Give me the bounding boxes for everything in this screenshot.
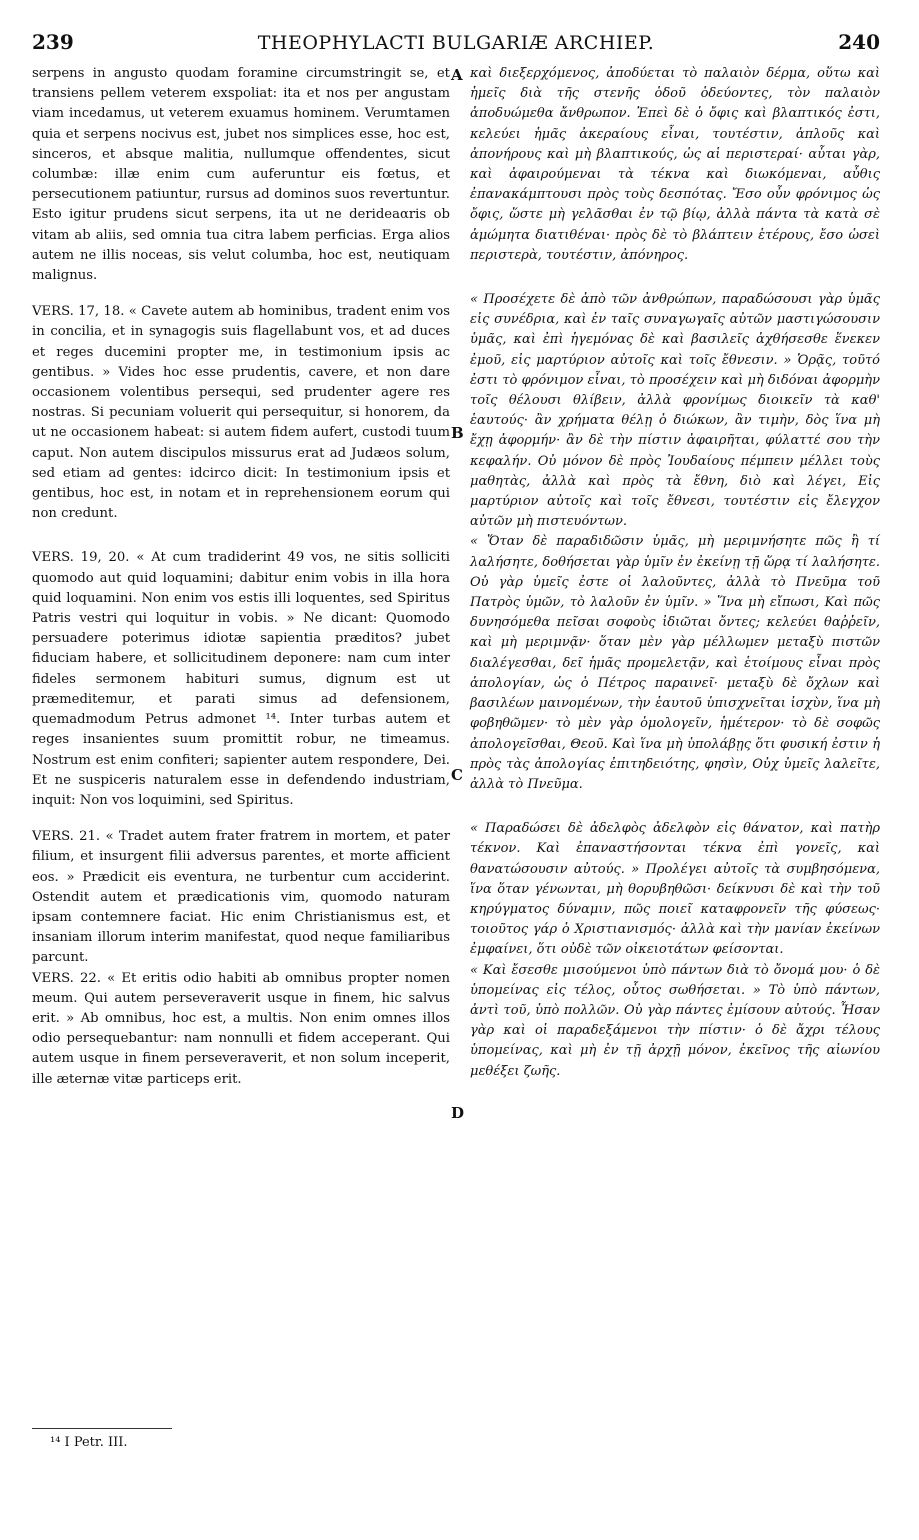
margin-letter-b: B [451,424,464,442]
latin-paragraph-1: serpens in angusto quodam foramine circumstringit se, et transiens pellem veterem exspoliat: ita et nos per angustam viam incedamus, ut veterem exuamus hominem. Verumtamen quia et serpens nocivus est, jubet nos simplices esse, hoc est, sinceros, et absque malitia, nullumque offendentes, sicut columbæ: illæ enim cum auferuntur eis fœtus, et persecutionem patiuntur, rursus ad dominos suos revertuntur. Esto igitur prudens sicut serpens, ita ut ne derideaαris ob vitam ab aliis, sed omnia tua citra labem perficias. Erga alios autem ne illis noceas, sis velut columba, hoc est, neutiquam malignus. [32,66,450,284]
margin-letter-a: A [451,66,463,84]
greek-paragraph-5: « Καὶ ἔσεσθε μισούμενοι ὑπὸ πάντων διὰ τὸ ὄνομά μου· ὁ δὲ ὑπομείνας εἰς τέλος, οὗτος σωθήσεται. » Τὸ ὑπὸ πάντων, ἀντὶ τοῦ, ὑπὸ πολλῶν. Οὐ γὰρ πάντες ἐμίσουν αὐτούς. Ἦσαν γὰρ καὶ οἱ παραδεξάμενοι τὴν πίστιν· ὁ δὲ ἄχρι τέλους ὑπομείνας, καὶ μὴ ἐν τῇ ἀρχῇ μόνον, ἐκεῖνος τῆς αἰωνίου μεθέξει ζωῆς. [470,962,880,1079]
greek-paragraph-4: « Παραδώσει δὲ ἀδελφὸς ἀδελφὸν εἰς θάνατον, καὶ πατὴρ τέκνον. Καὶ ἐπαναστήσονται τέκνα ἐπὶ γονεῖς, καὶ θανατώσουσιν αὐτούς. » Προλέγει αὐτοῖς τὰ συμβησόμενα, ἵνα ὅταν γένωνται, μὴ θορυβηθῶσι· δείκνυσι δὲ καὶ τὴν τοῦ κηρύγματος δύναμιν, πῶς ποιεῖ καταφρονεῖν τῆς φύσεως· τοιοῦτος γάρ ὁ Χριστιανισμός· ἀλλὰ καὶ τὴν μανίαν ἐκείνων ἐμφαίνει, ὅτι οὐδὲ τῶν οἰκειοτάτων φείσονται. [470,821,880,958]
running-title: THEOPHYLACTI BULGARIÆ ARCHIEP. [257,32,655,54]
running-header [32,30,880,60]
greek-paragraph-3: « Ὅταν δὲ παραδιδῶσιν ὑμᾶς, μὴ μεριμνήσητε πῶς ἢ τί λαλήσητε, δοθήσεται γὰρ ὑμῖν ἐν ἐκείνῃ τῇ ὥρᾳ τί λαλήσητε. Οὐ γὰρ ὑμεῖς ἐστε οἱ λαλοῦντες, ἀλλὰ τὸ Πνεῦμα τοῦ Πατρὸς ὑμῶν, τὸ λαλοῦν ἐν ὑμῖν. » Ἵνα μὴ εἴπωσι, Καὶ πῶς δυνησόμεθα πεῖσαι σοφοὺς ἰδιῶται ὄντες; κελεύει θαῤῥεῖν, καὶ μὴ μεριμνᾷν· ὅταν μὲν γὰρ μέλλωμεν μεταξὺ πιστῶν διαλέγεσθαι, δεῖ ἡμᾶς προμελετᾷν, καὶ ἑτοίμους εἶναι πρὸς ἀπολογίαν, ὡς ὁ Πέτρος παραινεῖ· μεταξὺ δὲ ὄχλων καὶ βασιλέων μαινομένων, τὴν ἑαυτοῦ ὑπισχνεῖται ἰσχὺν, ἵνα μὴ φοβηθῶμεν· τὸ μὲν γὰρ ὁμολογεῖν, ἡμέτερον· τὸ δὲ σοφῶς ἀπολογεῖσθαι, Θεοῦ. Καὶ ἵνα μὴ ὑπολάβῃς ὅτι φυσική ἐστιν ἡ πρὸς τὰς ἀπολογίας ἐπιτηδειότης, φησὶν, Οὐχ ὑμεῖς λαλεῖτε, ἀλλὰ τὸ Πνεῦμα. [470,534,880,792]
footnote: ¹⁴ I Petr. III. [50,1435,128,1450]
page-number-right: 240 [838,30,880,54]
page-number-left: 239 [32,30,74,54]
greek-paragraph-1: καὶ διεξερχόμενος, ἀποδύεται τὸ παλαιὸν δέρμα, οὕτω καὶ ἡμεῖς διὰ τῆς στενῆς ὁδοῦ ὁδεύοντες, τὸν παλαιὸν ἀποδυώμεθα ἄνθρωπον. Ἐπεὶ δὲ ὁ ὄφις καὶ βλαπτικός ἐστι, κελεύει ἡμᾶς ἀκεραίους εἶναι, τουτέστιν, ἁπλοῦς καὶ ἀπονήρους καὶ μὴ βλαπτικούς, ὡς αἱ περιστεραί· αὗται γὰρ, καὶ ἀφαιρούμεναι τὰ τέκνα καὶ διωκόμεναι, αὖθις ἐπανακάμπτουσι πρὸς τοὺς δεσπότας. Ἔσο οὖν φρόνιμος ὡς ὄφις, ὥστε μὴ γελᾶσθαι ἐν τῷ βίῳ, ἀλλὰ πάντα τὰ κατὰ σὲ ἀμώμητα διατιθέναι· πρὸς δὲ τὸ βλάπτειν ἑτέρους, ἔσο ὡσεὶ περιστερὰ, τουτέστιν, ἀπόνηρος. [470,66,880,263]
latin-paragraph-4: VERS. 21. « Tradet autem frater fratrem in mortem, et pater filium, et insurgent filii adversus parentes, et morte afficient eos. » Prædicit eis eventura, ne turbentur cum acciderint. Ostendit autem et prædicationis vim, quomodo naturam ipsam contemnere faciat. Hic enim Christianismus est, et insaniam illorum interim manifestat, quod neque familiaribus parcunt. [32,829,450,966]
latin-paragraph-3: VERS. 19, 20. « At cum tradiderint 49 vos, ne sitis solliciti quomodo aut quid loquamini; dabitur enim vobis in illa hora quid loquamini. Non enim vos estis illi loquentes, sed Spiritus Patris vestri qui loquitur in vobis. » Ne dicant: Quomodo persuadere poterimus idiotæ sapientia præditos? jubet fiduciam habere, et sollicitudinem deponere: nam cum inter fideles sermonem habituri sumus, dignum est ut præmeditemur, et parati simus ad defensionem, quemadmodum Petrus admonet ¹⁴. Inter turbas autem et reges insanientes suum promittit robur, ne timeamus. Nostrum est enim confiteri; sapienter autem respondere, Dei. Et ne suspiceris naturalem esse in defendendo industriam, inquit: Non vos loquimini, sed Spiritus. [32,550,450,808]
footnote-rule [32,1428,172,1429]
greek-paragraph-2: « Προσέχετε δὲ ἀπὸ τῶν ἀνθρώπων, παραδώσουσι γὰρ ὑμᾶς εἰς συνέδρια, καὶ ἐν ταῖς συναγωγαῖς αὐτῶν μαστιγώσουσιν ὑμᾶς, καὶ ἐπὶ ἡγεμόνας δὲ καὶ βασιλεῖς ἀχθήσεσθε ἕνεκεν ἐμοῦ, εἰς μαρτύριον αὐτοῖς καὶ τοῖς ἔθνεσιν. » Ὁρᾷς, τοῦτό ἐστι τὸ φρόνιμον εἶναι, τὸ προσέχειν καὶ μὴ διδόναι ἀφορμὴν τοῖς θέλουσι θλίβειν, ἀλλὰ φρονίμως διοικεῖν τὰ καθ' ἑαυτούς· ἂν χρήματα θέλῃ ὁ διώκων, ἂν τιμὴν, δὸς ἵνα μὴ ἔχῃ ἀφορμήν· ἂν δὲ τὴν πίστιν ἀφαιρῆται, φύλαττέ σου τὴν κεφαλήν. Οὐ μόνον δὲ πρὸς Ἰουδαίους πέμπειν μέλλει τοὺς μαθητὰς, ἀλλὰ καὶ πρὸς τὰ ἔθνη, διὸ καὶ λέγει, Εἰς μαρτύριον αὐτοῖς καὶ τοῖς ἔθνεσι, τουτέστιν εἰς ἔλεγχον αὐτῶν μὴ πιστευόντων. [470,292,880,530]
margin-letter-c: C [451,766,463,784]
latin-paragraph-5: VERS. 22. « Et eritis odio habiti ab omnibus propter nomen meum. Qui autem perseveraverit usque in finem, hic salvus erit. » Ab omnibus, hoc est, a multis. Non enim omnes illos odio persequebantur: nam nonnulli et fidem acceperant. Qui autem usque in finem perseveraverit, et non solum inceperit, ille æternæ vitæ particeps erit. [32,970,450,1087]
greek-column [470,64,880,1082]
latin-column [32,64,450,1090]
margin-letter-d: D [451,1104,465,1122]
latin-paragraph-2: VERS. 17, 18. « Cavete autem ab hominibus, tradent enim vos in concilia, et in synagogis suis flagellabunt vos, et ad duces et reges ducemini propter me, in testimonium ipsis ac gentibus. » Vides hoc esse prudentis, cavere, et non dare occasionem volentibus persequi, sed prudenter agere res nostras. Si pecuniam voluerit qui persequitur, si honorem, da ut ne occasionem habeat: si autem fidem aufert, custodi tuum caput. Non autem discipulos missurus erat ad Judæos solum, sed etiam ad gentes: idcirco dicit: In testimonium ipsis et gentibus, hoc est, in notam et in reprehensionem eorum qui non credunt. [32,304,450,522]
